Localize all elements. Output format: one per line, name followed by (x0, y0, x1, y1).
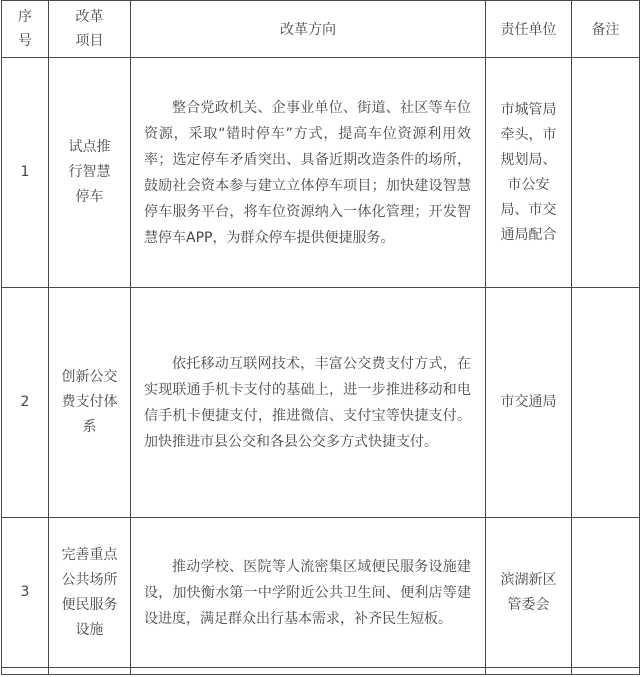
header-item-line2: 项目 (75, 33, 104, 49)
row-direction (131, 288, 486, 518)
header-item-line1: 改革 (75, 9, 104, 25)
cutoff-cell (2, 668, 49, 675)
header-no-line1: 序 (18, 9, 32, 25)
row-unit: 滨湖新区管委会 (486, 518, 572, 668)
row-item: 试点推行智慧停车 (49, 58, 131, 288)
row-direction-text: 依托移动互联网技术，丰富公交费支付方式，在实现联通手机卡支付的基础上，进一步推进移动和电信手机卡便捷支付，推进微信、支付宝等快捷支付。加快推进市县公交和各县公交多方式快捷支付。 (144, 355, 471, 450)
row-direction (131, 518, 486, 668)
row-no: 3 (2, 518, 49, 668)
cutoff-cell (486, 668, 572, 675)
row-remark (572, 58, 640, 288)
row-unit: 市交通局 (486, 288, 572, 518)
cutoff-cell (572, 668, 640, 675)
table-row-cutoff (2, 668, 640, 675)
row-item: 创新公交费支付体系 (49, 288, 131, 518)
row-no: 1 (2, 58, 49, 288)
row-remark (572, 518, 640, 668)
header-unit: 责任单位 (486, 1, 572, 58)
row-no: 2 (2, 288, 49, 518)
header-remark: 备注 (572, 1, 640, 58)
header-direction: 改革方向 (131, 1, 486, 58)
table-header-row (2, 1, 640, 58)
header-item (49, 1, 131, 58)
row-unit: 市城管局牵头，市规划局、市公安局、市交通局配合 (486, 58, 572, 288)
row-direction-text: 推动学校、医院等人流密集区域便民服务设施建设，加快衡水第一中学附近公共卫生间、便利店等建设进度，满足群众出行基本需求，补齐民生短板。 (144, 558, 471, 627)
reform-table (1, 0, 640, 675)
row-remark (572, 288, 640, 518)
header-no-line2: 号 (18, 33, 32, 49)
table-row (2, 58, 640, 288)
header-no (2, 1, 49, 58)
row-item: 完善重点公共场所便民服务设施 (49, 518, 131, 668)
row-direction (131, 58, 486, 288)
cutoff-cell (49, 668, 131, 675)
cutoff-cell (131, 668, 486, 675)
table-row (2, 288, 640, 518)
table-row (2, 518, 640, 668)
row-direction-text: 整合党政机关、企事业单位、街道、社区等车位资源，采取“错时停车”方式，提高车位资源利用效率；选定停车矛盾突出、具备近期改造条件的场所，鼓励社会资本参与建立立体停车项目；加快建设智慧停车服务平台，将车位资源纳入一体化管理；开发智慧停车APP，为群众停车提供便捷服务。 (144, 99, 471, 246)
